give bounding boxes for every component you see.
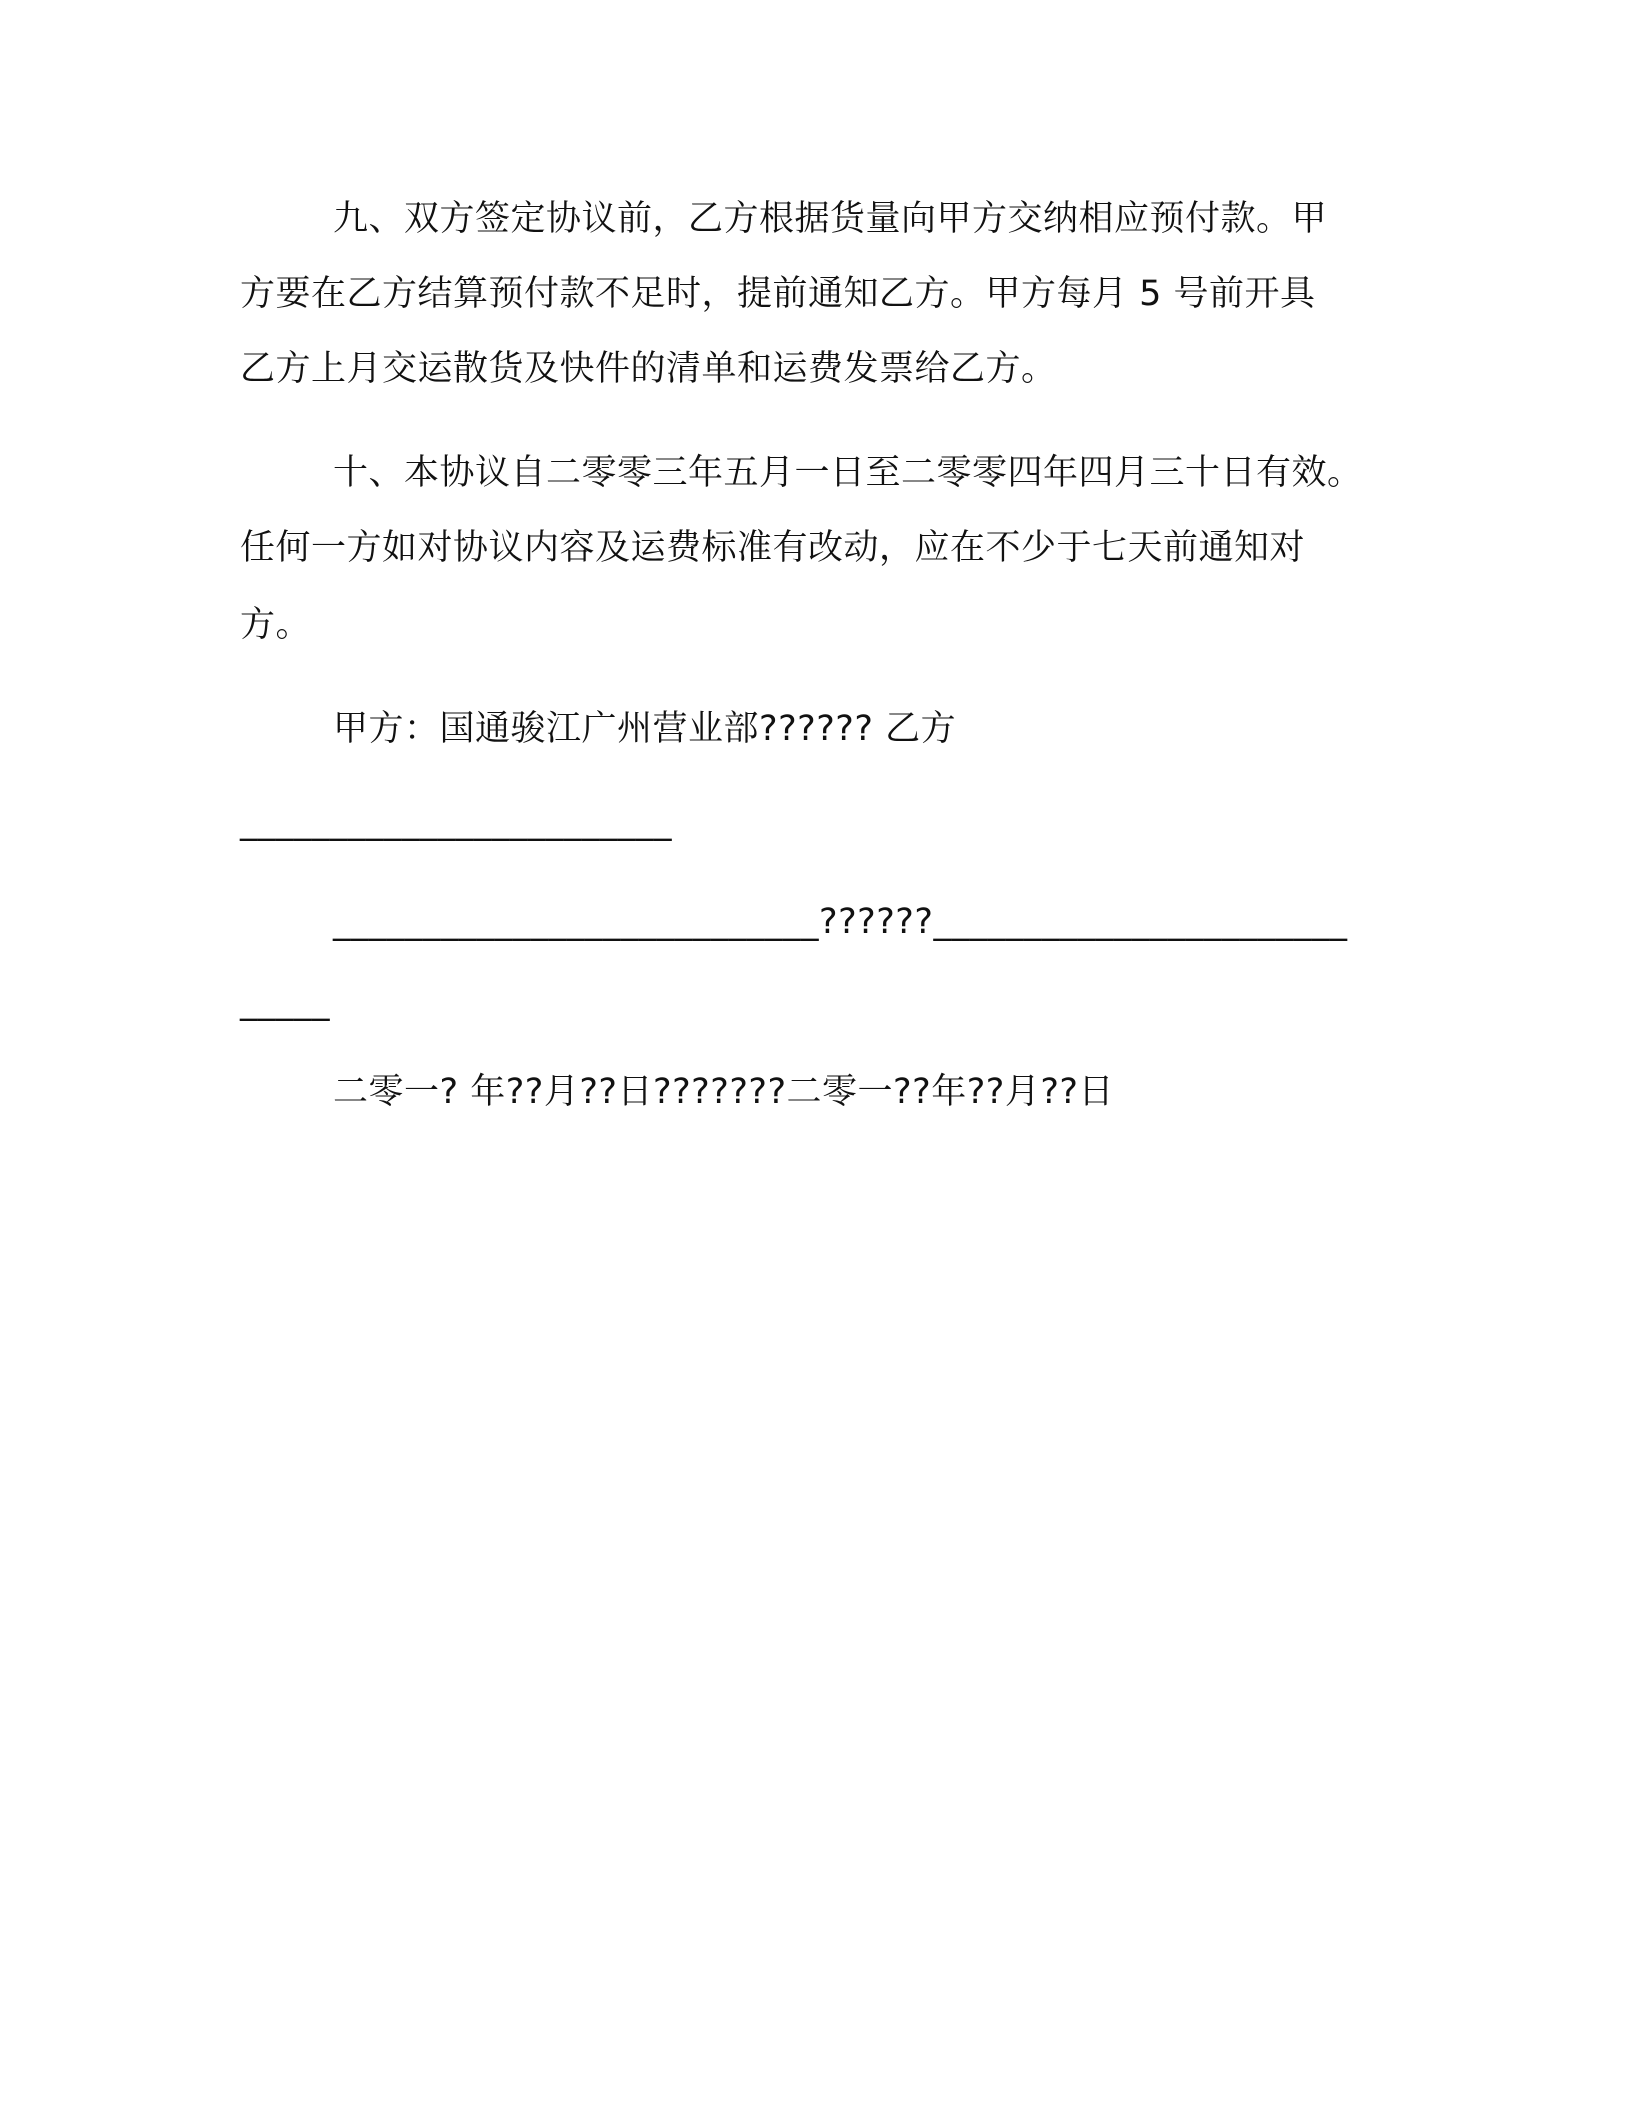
- clause-10-line-1: 十、本协议自二零零三年五月一日至二零零四年四月三十日有效。: [333, 453, 1363, 493]
- signature-party-line: 甲方：国通骏江广州营业部?????? 乙方: [333, 709, 957, 749]
- signature-date-line: 二零一? 年??月??日???????二零一??年??月??日: [333, 1072, 1115, 1112]
- clause-9-line-2: 方要在乙方结算预付款不足时，提前通知乙方。甲方每月 5 号前开具: [240, 274, 1316, 314]
- clause-10-line-3: 方。: [240, 605, 312, 645]
- clause-9-line-3: 乙方上月交运散货及快件的清单和运费发票给乙方。: [240, 349, 1057, 389]
- signature-blank-line-1: ________________________: [240, 802, 672, 842]
- signature-blank-line-3: _____: [240, 982, 330, 1022]
- clause-10-line-2: 任何一方如对协议内容及运费标准有改动，应在不少于七天前通知对: [240, 528, 1306, 568]
- signature-blank-line-2: ___________________________??????_______________________: [333, 902, 1348, 942]
- clause-9-line-1: 九、双方签定协议前，乙方根据货量向甲方交纳相应预付款。甲: [333, 199, 1328, 239]
